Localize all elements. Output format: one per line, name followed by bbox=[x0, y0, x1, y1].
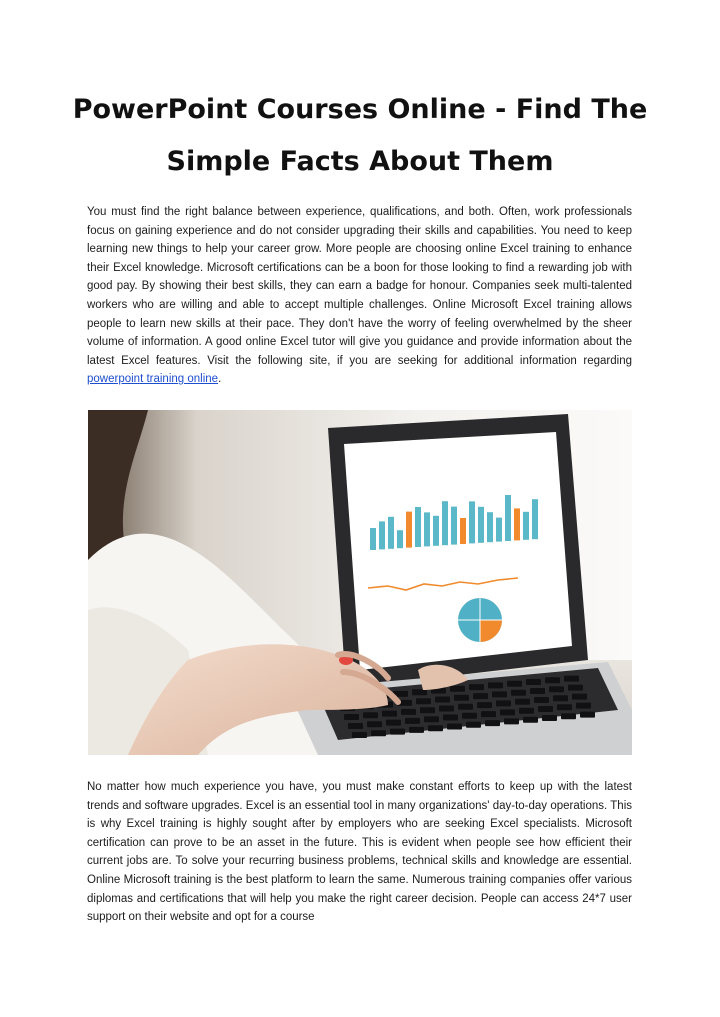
laptop-screen bbox=[328, 414, 588, 688]
keyboard-key bbox=[443, 715, 458, 721]
keyboard-key bbox=[507, 681, 522, 687]
page-title bbox=[60, 84, 660, 188]
keyboard-key bbox=[557, 704, 572, 710]
screen-bar bbox=[523, 512, 529, 540]
keyboard-key bbox=[511, 690, 526, 696]
keyboard-key bbox=[538, 706, 553, 712]
keyboard-key bbox=[504, 718, 519, 724]
screen-bar bbox=[370, 528, 376, 550]
keyboard-key bbox=[488, 682, 503, 688]
keyboard-key bbox=[485, 720, 500, 726]
keyboard-key bbox=[515, 699, 530, 705]
keyboard-key bbox=[469, 684, 484, 690]
screen-bar bbox=[424, 512, 430, 546]
paragraph-2: No matter how much experience you have, you must make constant efforts to keep up with the latest trends and software upgrades. Excel is an essential tool in many organizations' day-to-day operations. This is why Excel training is highly sought after by employers who are seeking Excel specialists. Microsoft certification can prove to be an asset in the future. This is evident when people see how efficient their current jobs are. To solve your recurring business problems, technical skills and knowledge are essential. Online Microsoft training is the best platform to learn the same. Numerous training companies offer various diplomas and certifications that will help you make the right career decision. People can access 24*7 user support on their website and opt for a course bbox=[87, 781, 632, 924]
screen-bar bbox=[451, 507, 457, 545]
keyboard-key bbox=[519, 708, 534, 714]
keyboard-key bbox=[553, 695, 568, 701]
laptop-photo bbox=[88, 410, 632, 755]
keyboard-key bbox=[409, 727, 424, 733]
screen-bar bbox=[487, 512, 493, 542]
keyboard-key bbox=[363, 712, 378, 718]
screen-bar bbox=[415, 507, 421, 547]
paragraph-1-text: You must find the right balance between experience, qualifications, and both. Often, work professionals focus on gaining experience and do not consider upgrading their skills and capabilities. You need to keep learning new things to help your career grow. More people are choosing online Excel training to enhance their Excel knowledge. Microsoft certifications can be a boon for those looking to find a rewarding job with good pay. By showing their best skills, they can earn a badge for honour. Companies seek multi-talented workers who are willing and able to accept multiple challenges. Online Microsoft Excel training allows people to learn new skills at their pace. They don't have the worry of feeling overwhelmed by the sheer volume of information. A good online Excel tutor will give you guidance and provide information about the latest Excel features. Visit the following site, if you are seeking for additional information regarding bbox=[87, 206, 632, 367]
keyboard-key bbox=[576, 703, 591, 709]
screen-bar bbox=[442, 501, 448, 545]
keyboard-key bbox=[458, 704, 473, 710]
keyboard-key bbox=[367, 721, 382, 727]
keyboard-key bbox=[549, 686, 564, 692]
keyboard-key bbox=[542, 715, 557, 721]
keyboard-key bbox=[382, 711, 397, 717]
paragraph-1-end: . bbox=[218, 373, 222, 386]
keyboard-key bbox=[405, 718, 420, 724]
keyboard-key bbox=[568, 685, 583, 691]
keyboard-key bbox=[428, 725, 443, 731]
keyboard-key bbox=[564, 676, 579, 682]
keyboard-key bbox=[439, 706, 454, 712]
screen-bar bbox=[496, 518, 502, 542]
keyboard-key bbox=[473, 693, 488, 699]
keyboard-key bbox=[572, 694, 587, 700]
keyboard-key bbox=[401, 709, 416, 715]
screen-bar bbox=[532, 499, 538, 539]
screen-bar bbox=[514, 508, 520, 540]
screen-bar bbox=[379, 521, 385, 549]
keyboard-key bbox=[344, 714, 359, 720]
keyboard-key bbox=[496, 700, 511, 706]
keyboard-key bbox=[481, 711, 496, 717]
keyboard-key bbox=[386, 720, 401, 726]
keyboard-key bbox=[412, 689, 427, 695]
screen-bar bbox=[397, 530, 403, 548]
keyboard-key bbox=[492, 691, 507, 697]
keyboard-key bbox=[435, 697, 450, 703]
keyboard-key bbox=[477, 702, 492, 708]
screen-bar bbox=[505, 495, 511, 541]
screen-bar bbox=[406, 512, 412, 548]
title-line-1: PowerPoint Courses Online - Find The bbox=[72, 94, 648, 125]
powerpoint-training-link[interactable]: powerpoint training online bbox=[87, 373, 219, 386]
keyboard-key bbox=[450, 686, 465, 692]
screen-bar bbox=[460, 518, 466, 544]
screen-bar bbox=[469, 501, 475, 543]
keyboard-key bbox=[526, 679, 541, 685]
keyboard-key bbox=[420, 707, 435, 713]
keyboard-key bbox=[523, 717, 538, 723]
keyboard-key bbox=[500, 709, 515, 715]
keyboard-key bbox=[545, 677, 560, 683]
screen-bar bbox=[433, 516, 439, 546]
screen-bar bbox=[478, 507, 484, 543]
keyboard-key bbox=[561, 713, 576, 719]
keyboard-key bbox=[416, 698, 431, 704]
title-line-2: Simple Facts About Them bbox=[166, 146, 554, 177]
keyboard-key bbox=[462, 713, 477, 719]
keyboard-key bbox=[390, 729, 405, 735]
keyboard-key bbox=[466, 722, 481, 728]
keyboard-key bbox=[580, 712, 595, 718]
keyboard-key bbox=[534, 697, 549, 703]
screen-bar bbox=[388, 517, 394, 549]
keyboard-key bbox=[454, 695, 469, 701]
keyboard-key bbox=[447, 724, 462, 730]
keyboard-key bbox=[371, 730, 386, 736]
keyboard-key bbox=[348, 723, 363, 729]
keyboard-key bbox=[352, 732, 367, 738]
keyboard-key bbox=[530, 688, 545, 694]
keyboard-key bbox=[424, 716, 439, 722]
paragraph-1 bbox=[87, 203, 632, 389]
